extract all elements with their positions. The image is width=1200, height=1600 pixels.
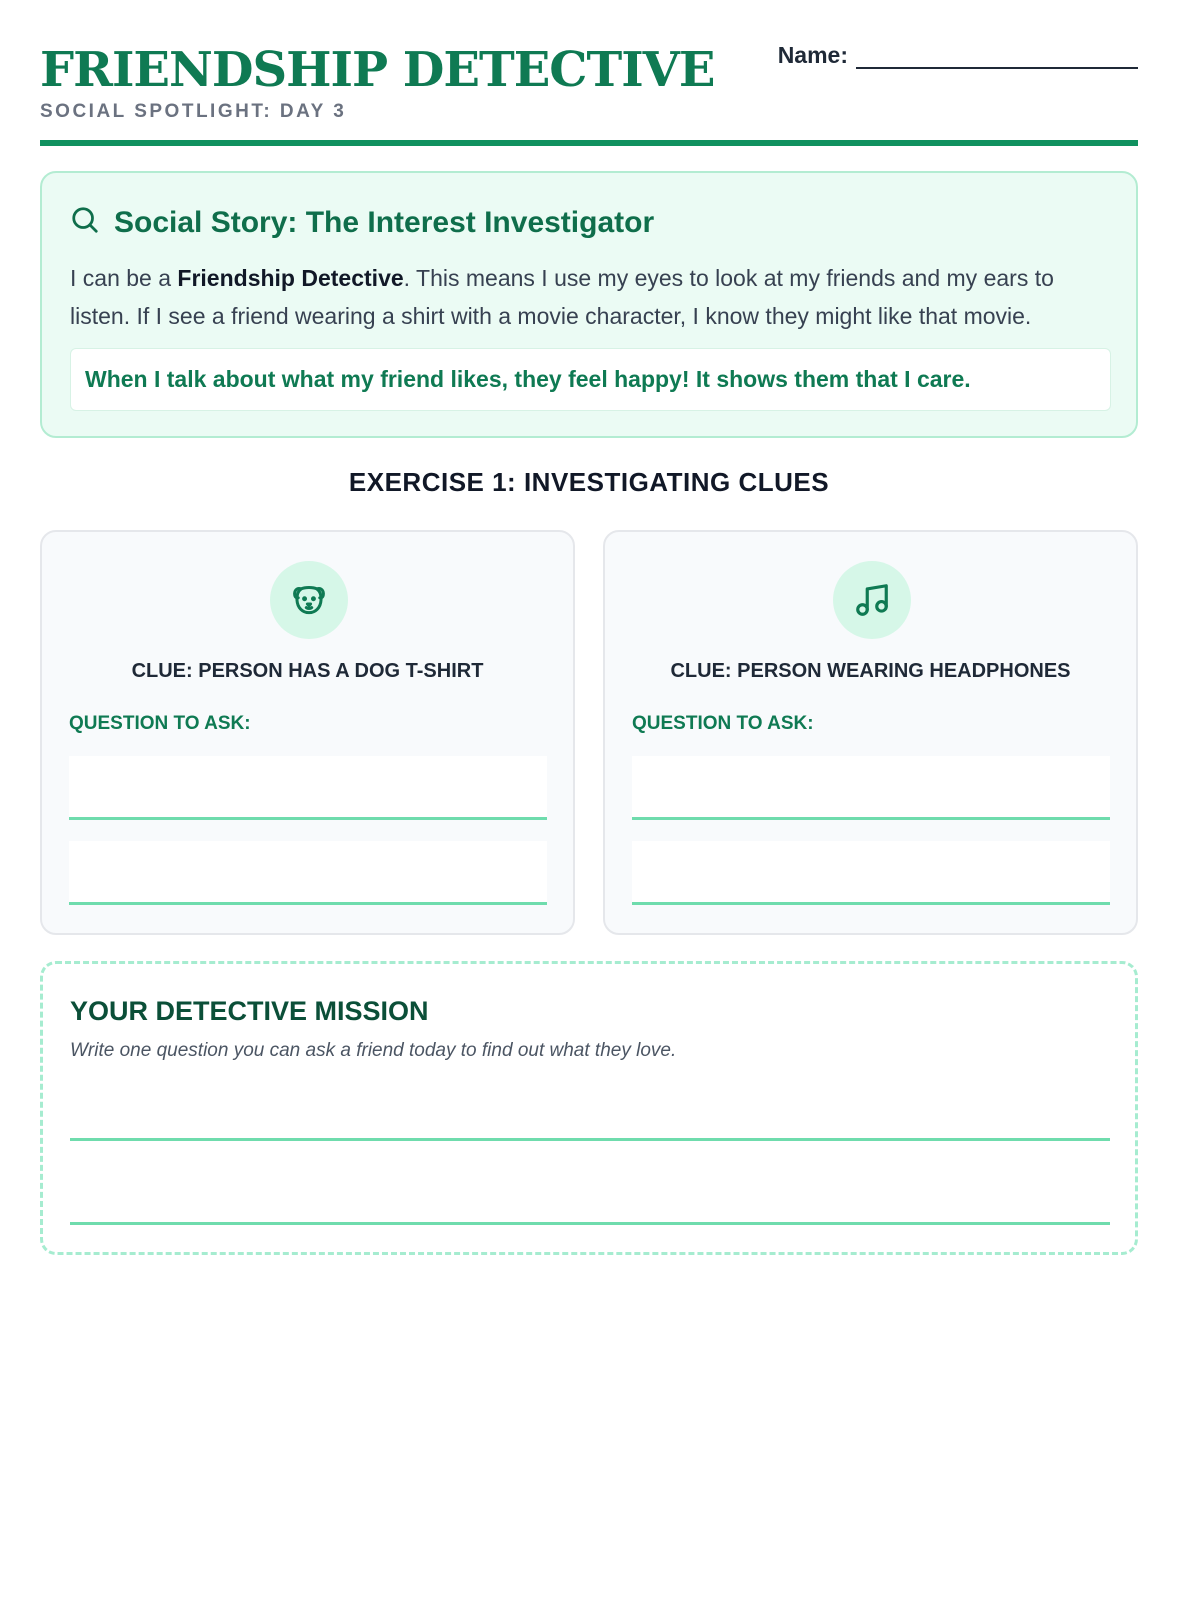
question-label: QUESTION TO ASK: — [632, 713, 814, 734]
social-story-box — [40, 171, 1138, 438]
name-label: Name: — [777, 42, 848, 68]
answer-line[interactable] — [69, 756, 547, 820]
header-divider — [40, 140, 1138, 146]
clue-text: CLUE: PERSON HAS A DOG T-SHIRT — [131, 660, 484, 682]
dog-icon — [270, 561, 348, 639]
story-text-bold: Friendship Detective — [177, 265, 404, 291]
story-text-part: . This means I use my eyes to look at my friends and my ears to listen. If I see a friend wearing a shirt with a movie character, I know they might like that movie. — [70, 265, 1054, 329]
search-icon — [70, 205, 100, 240]
question-label: QUESTION TO ASK: — [69, 713, 251, 734]
name-field[interactable] — [856, 45, 1138, 69]
music-note-icon — [833, 561, 911, 639]
exercise-heading: EXERCISE 1: INVESTIGATING CLUES — [348, 467, 830, 497]
mission-answer-line[interactable] — [70, 1138, 1110, 1141]
worksheet-page — [40, 0, 1138, 1061]
clue-card-headphones — [603, 530, 1138, 935]
mission-answer-line[interactable] — [70, 1222, 1110, 1225]
story-heading — [70, 205, 654, 240]
story-text-part: I can be a — [70, 265, 178, 291]
answer-line[interactable] — [632, 756, 1110, 820]
clue-text: CLUE: PERSON WEARING HEADPHONES — [670, 660, 1071, 682]
story-callout: When I talk about what my friend likes, they feel happy! It shows them that I care. — [70, 348, 1111, 411]
answer-line[interactable] — [632, 841, 1110, 905]
detective-mission-box — [40, 961, 1138, 1255]
name-field-row — [778, 42, 1138, 69]
page-title: FRIENDSHIP DETECTIVE — [40, 42, 715, 98]
answer-line[interactable] — [69, 841, 547, 905]
page-subtitle: SOCIAL SPOTLIGHT: DAY 3 — [40, 101, 347, 122]
mission-title: YOUR DETECTIVE MISSION — [70, 996, 429, 1026]
mission-instructions: Write one question you can ask a friend today to find out what they love. — [70, 1040, 677, 1061]
header — [40, 0, 1138, 148]
clue-card-dog — [40, 530, 575, 935]
story-text — [70, 259, 1115, 335]
story-title: Social Story: The Interest Investigator — [114, 205, 655, 239]
